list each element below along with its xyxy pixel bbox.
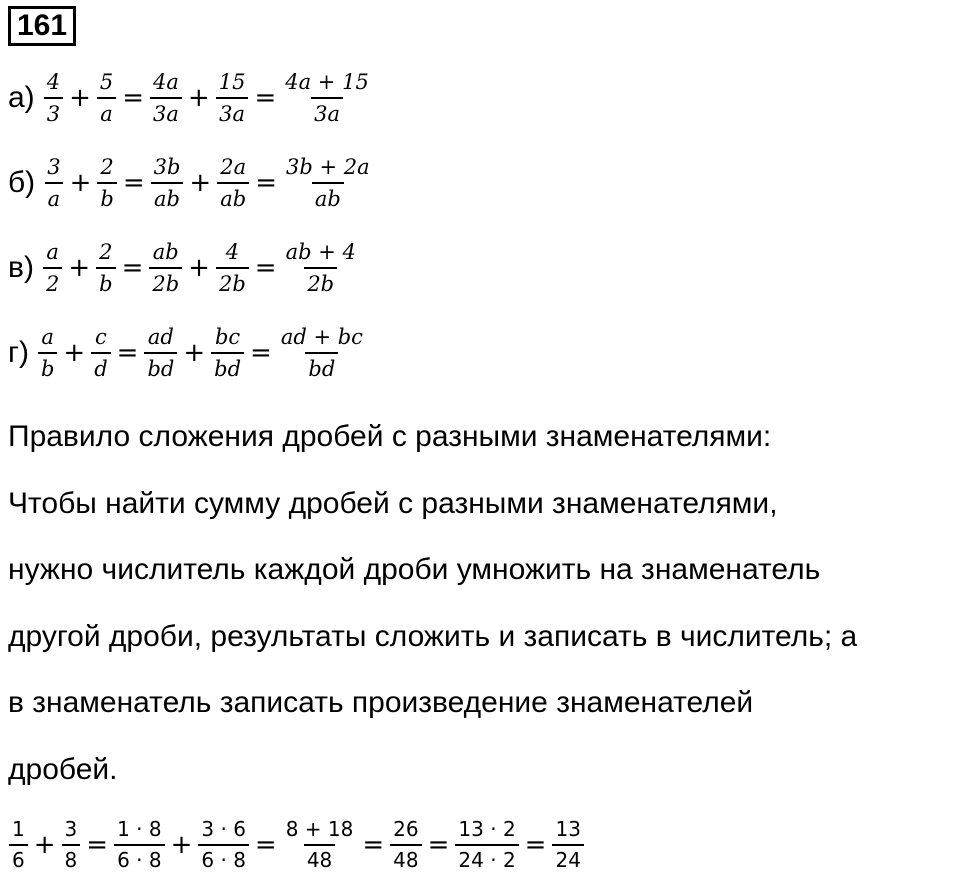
equation-a xyxy=(8,70,375,126)
numerator: 15 xyxy=(218,70,246,94)
numerator: 2 xyxy=(100,155,114,179)
fraction xyxy=(211,325,244,381)
fraction xyxy=(9,818,28,872)
numerator: 8 + 18 xyxy=(285,817,354,841)
fraction xyxy=(282,70,372,126)
denominator: 2b xyxy=(216,267,249,296)
problem-number: 161 xyxy=(8,6,76,46)
numerator: bc xyxy=(214,325,241,349)
denominator: ab xyxy=(151,182,183,211)
fraction xyxy=(149,240,182,296)
numerator: 3 · 6 xyxy=(201,817,246,841)
denominator: ab xyxy=(217,182,249,211)
plus-sign: + xyxy=(63,338,86,368)
denominator: 3a xyxy=(216,97,248,126)
fraction xyxy=(390,818,421,872)
equals-sign: = xyxy=(254,253,277,283)
numerator: 5 xyxy=(99,70,114,94)
rule-line: нужно числитель каждой дроби умножить на знаменатель xyxy=(8,553,821,586)
numerator: a xyxy=(41,325,54,349)
equals-sign: = xyxy=(255,168,277,198)
denominator: b xyxy=(38,352,57,381)
rule-line: Чтобы найти сумму дробей с разными знаменателями, xyxy=(8,487,778,520)
rule-title: Правило сложения дробей с разными знаменателями: xyxy=(8,420,772,453)
denominator: 3a xyxy=(311,97,343,126)
denominator: 8 xyxy=(62,844,81,872)
denominator: b xyxy=(96,267,115,296)
fraction xyxy=(552,818,583,872)
denominator: 6 · 8 xyxy=(114,844,165,872)
numerator: 13 · 2 xyxy=(458,817,516,841)
numerator: 3b xyxy=(153,155,181,179)
fraction xyxy=(283,155,373,211)
rule-line: другой дроби, результаты сложить и записать в числитель; а xyxy=(8,620,858,653)
equals-sign: = xyxy=(427,830,450,860)
plus-sign: + xyxy=(68,253,91,283)
numerator: 1 xyxy=(12,817,25,841)
fraction xyxy=(455,818,518,872)
denominator: a xyxy=(45,182,64,211)
fraction xyxy=(198,818,249,872)
numerator: ad + bc xyxy=(280,325,363,349)
equation-b xyxy=(8,155,376,211)
rule-line: в знаменатель записать произведение знаменателей xyxy=(8,686,754,719)
plus-sign: + xyxy=(170,830,193,860)
plus-sign: + xyxy=(33,830,56,860)
denominator: 48 xyxy=(390,844,421,872)
equals-sign: = xyxy=(524,830,547,860)
denominator: 3a xyxy=(150,97,182,126)
equals-sign: = xyxy=(116,338,139,368)
equals-sign: = xyxy=(122,168,145,198)
denominator: d xyxy=(91,352,110,381)
plus-sign: + xyxy=(189,168,212,198)
denominator: 6 · 8 xyxy=(198,844,249,872)
plus-sign: + xyxy=(187,83,210,113)
numerator: 3b + 2a xyxy=(285,155,370,179)
fraction xyxy=(91,325,110,381)
example-equation xyxy=(6,818,587,872)
equals-sign: = xyxy=(122,83,145,113)
numerator: 4 xyxy=(225,240,240,264)
numerator: 26 xyxy=(393,817,419,841)
denominator: b xyxy=(97,182,116,211)
numerator: 3 xyxy=(47,155,61,179)
fraction xyxy=(216,70,249,126)
fraction xyxy=(144,325,177,381)
numerator: 2 xyxy=(99,240,113,264)
denominator: 3 xyxy=(44,97,63,126)
fraction xyxy=(97,70,116,126)
fraction xyxy=(217,155,249,211)
denominator: a xyxy=(97,97,116,126)
numerator: 4 xyxy=(46,70,61,94)
equation-v xyxy=(8,240,362,296)
fraction xyxy=(278,325,366,381)
denominator: 6 xyxy=(9,844,28,872)
fraction xyxy=(97,155,116,211)
denominator: 2b xyxy=(149,267,182,296)
fraction xyxy=(151,155,184,211)
plus-sign: + xyxy=(69,83,91,113)
fraction xyxy=(283,240,359,296)
numerator: 13 xyxy=(555,817,581,841)
numerator: 2a xyxy=(220,155,247,179)
fraction xyxy=(114,818,165,872)
item-label: г) xyxy=(8,336,29,369)
item-label: б) xyxy=(8,166,36,199)
fraction xyxy=(283,818,357,872)
equals-sign: = xyxy=(86,830,109,860)
equals-sign: = xyxy=(254,830,277,860)
numerator: 3 xyxy=(64,817,78,841)
denominator: ab xyxy=(312,182,344,211)
equals-sign: = xyxy=(121,253,144,283)
equation-g xyxy=(8,325,369,381)
numerator: ab xyxy=(152,240,179,264)
denominator: 2b xyxy=(304,267,337,296)
denominator: 48 xyxy=(304,844,335,872)
plus-sign: + xyxy=(69,168,92,198)
rule-line: дробей. xyxy=(8,753,118,786)
denominator: bd xyxy=(305,352,338,381)
equals-sign: = xyxy=(254,83,277,113)
fraction xyxy=(216,240,249,296)
denominator: 2 xyxy=(43,267,62,296)
denominator: 24 · 2 xyxy=(455,844,518,872)
denominator: bd xyxy=(211,352,244,381)
item-label: в) xyxy=(8,251,34,284)
fraction xyxy=(44,155,63,211)
plus-sign: + xyxy=(188,253,210,283)
denominator: 24 xyxy=(552,844,583,872)
numerator: c xyxy=(95,325,107,349)
numerator: 4a + 15 xyxy=(285,70,369,94)
numerator: a xyxy=(46,240,59,264)
numerator: 4a xyxy=(153,70,179,94)
fraction xyxy=(43,240,62,296)
fraction xyxy=(96,240,115,296)
fraction xyxy=(44,70,63,126)
equals-sign: = xyxy=(250,338,272,368)
equals-sign: = xyxy=(362,830,385,860)
numerator: ad xyxy=(147,325,174,349)
plus-sign: + xyxy=(183,338,206,368)
fraction xyxy=(38,325,57,381)
numerator: ab + 4 xyxy=(285,240,356,264)
fraction xyxy=(62,818,81,872)
fraction xyxy=(150,70,182,126)
numerator: 1 · 8 xyxy=(117,817,162,841)
item-label: а) xyxy=(8,81,35,114)
denominator: bd xyxy=(144,352,177,381)
